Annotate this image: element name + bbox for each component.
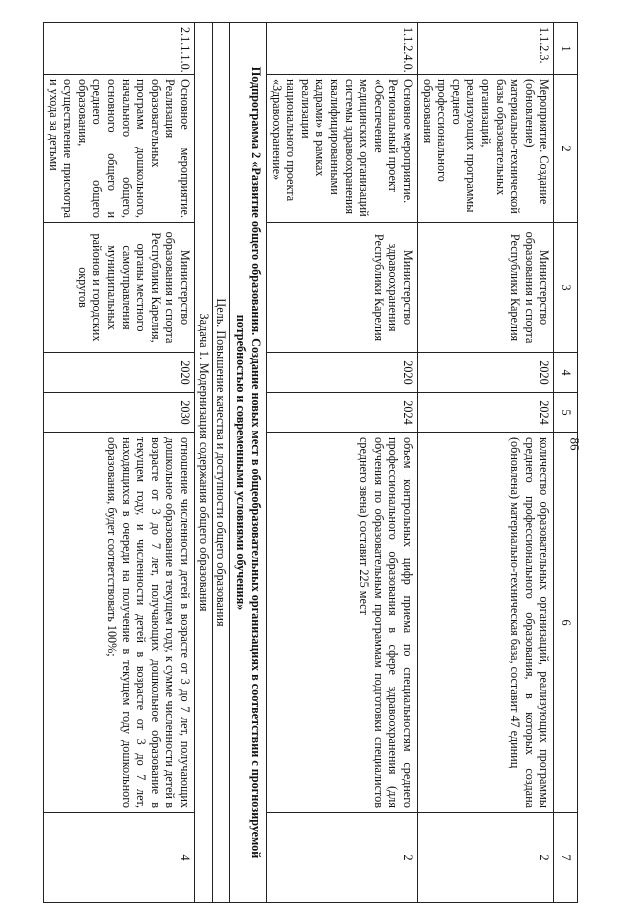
row-link: 2 <box>267 813 418 903</box>
row-name: Основное мероприятие. Региональный проект «Обеспечение медицинских организаций системы здравоохранения квалифицированными кадрами» в рамках реализации национального проекта «Здравоохранение» <box>267 75 418 223</box>
subprogram-title: Подпрограмма 2 «Развитие общего образования. Создание новых мест в общеобразовательных организациях в соответствии с прогнозируемой потребностью и современными условиями обучения» <box>230 23 267 903</box>
row-end-year: 2024 <box>267 393 418 433</box>
row-code: 1.1.2.3. <box>418 23 554 75</box>
task-text: Задача 1. Модернизация содержания общего образования <box>194 23 212 903</box>
row-indicator: объем контрольных цифр приема по специальностям среднего профессионального образования в сфере здравоохранения (для обучения по образовательным программам подготовки специалистов среднего звена) составит 225 мест <box>267 433 418 813</box>
header-cell: 1 <box>554 23 578 75</box>
header-cell: 4 <box>554 353 578 393</box>
table-row <box>418 23 554 903</box>
row-executor: Министерство здравоохранения Республики Карелия <box>267 223 418 353</box>
row-end-year: 2024 <box>418 393 554 433</box>
row-name: Мероприятие. Создание (обновление) материально-технической базы образовательных организаций, реализующих программы среднего профессионального образования <box>418 75 554 223</box>
rotated-table-sheet <box>26 22 578 902</box>
goal-text: Цель. Повышение качества и доступности общего образования <box>212 23 230 903</box>
header-cell: 3 <box>554 223 578 353</box>
goal-row <box>212 23 230 903</box>
header-cell: 5 <box>554 393 578 433</box>
subprogram-row <box>230 23 267 903</box>
program-table <box>43 22 578 903</box>
row-code: 1.1.2.4.0. <box>267 23 418 75</box>
row-start-year: 2020 <box>267 353 418 393</box>
header-cell: 6 <box>554 433 578 813</box>
table-row <box>267 23 418 903</box>
row-link: 4 <box>44 813 195 903</box>
row-executor: Министерство образования и спорта Республики Карелия <box>418 223 554 353</box>
row-indicator: отношение численности детей в возрасте от 3 до 7 лет, получающих дошкольное образование в текущем году, к сумме численности детей в возрасте от 3 до 7 лет, получающих дошкольное образование в текущем году, и численности детей в возрасте от 3 до 7 лет, находящихся в очереди на получение в текущем году дошкольного образования, будет соответствовать 100%; <box>44 433 195 813</box>
task-row <box>194 23 212 903</box>
page-number: 86 <box>567 437 583 451</box>
header-cell: 7 <box>554 813 578 903</box>
row-link: 2 <box>418 813 554 903</box>
row-end-year: 2030 <box>44 393 195 433</box>
row-indicator: количество образовательных организаций, реализующих программы среднего профессионального образования, в которых создана (обновлена) материально-техническая база, составит 47 единиц <box>418 433 554 813</box>
row-start-year: 2020 <box>44 353 195 393</box>
row-start-year: 2020 <box>418 353 554 393</box>
row-name: Основное мероприятие. Реализация образовательных программ дошкольного, начального общего, основного общего и среднего общего образования, осуществление присмотра и ухода за детьми <box>44 75 195 223</box>
row-executor: Министерство образования и спорта Республики Карелия, органы местного самоуправления муниципальных районов и городских округов <box>44 223 195 353</box>
header-row <box>554 23 578 903</box>
header-cell: 2 <box>554 75 578 223</box>
row-code: 2.1.1.1.0. <box>44 23 195 75</box>
table-row <box>44 23 195 903</box>
